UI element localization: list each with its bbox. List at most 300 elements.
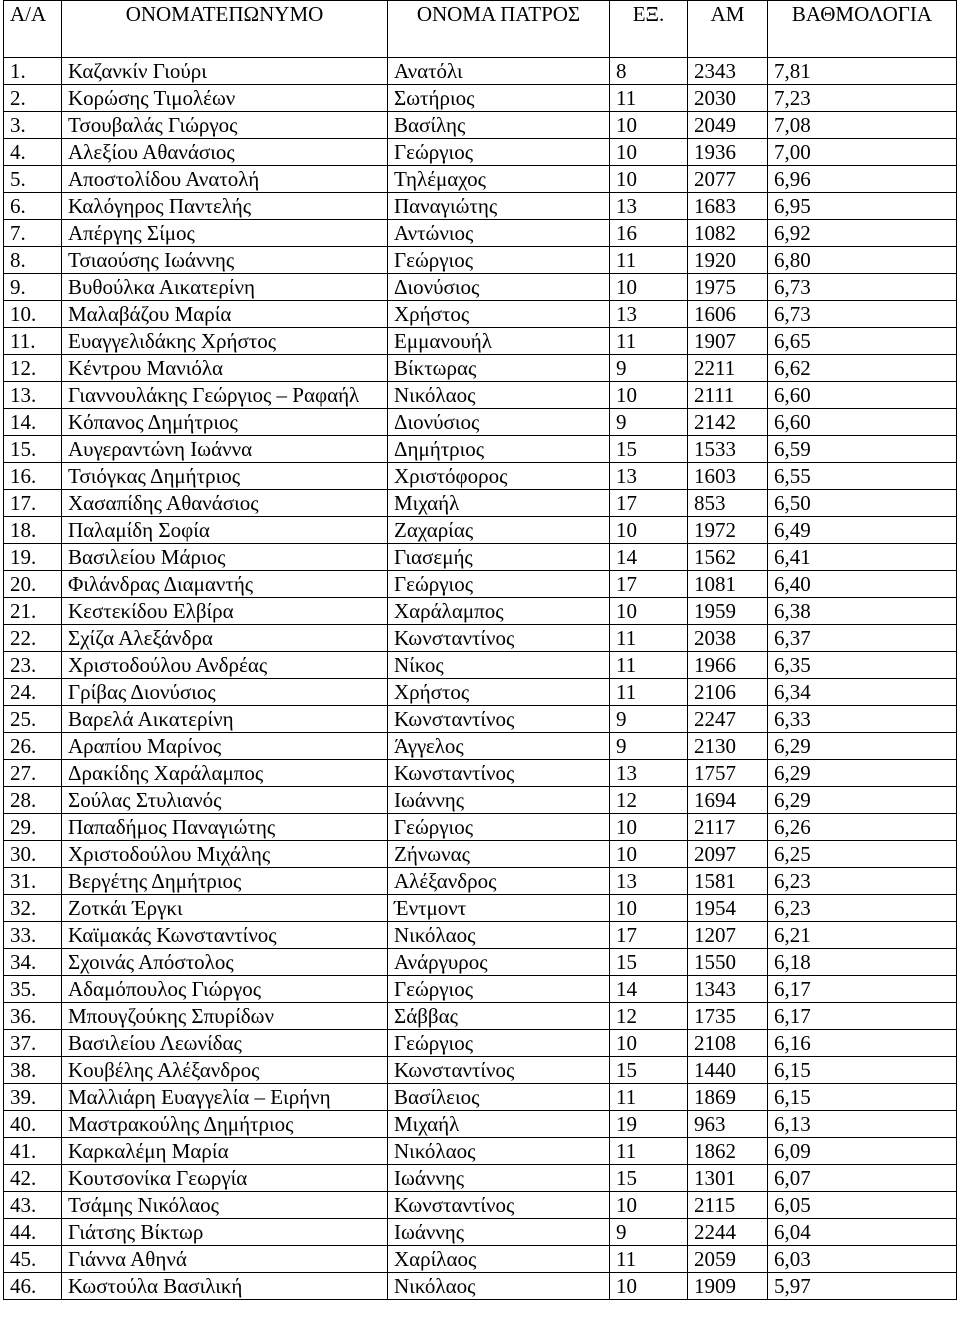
row-number: 24. [4,679,62,706]
student-name: Τσιαούσης Ιωάννης [62,247,388,274]
registration-number: 1862 [688,1138,768,1165]
registration-number: 1966 [688,652,768,679]
father-name: Κωνσταντίνος [388,1057,610,1084]
semester: 13 [610,301,688,328]
row-number: 3. [4,112,62,139]
grade: 6,73 [768,274,957,301]
row-number: 41. [4,1138,62,1165]
semester: 11 [610,85,688,112]
row-number: 20. [4,571,62,598]
student-name: Κωστούλα Βασιλική [62,1273,388,1300]
table-row [4,517,957,544]
registration-number: 1959 [688,598,768,625]
student-name: Γιαννουλάκης Γεώργιος – Ραφαήλ [62,382,388,409]
row-number: 9. [4,274,62,301]
row-number: 19. [4,544,62,571]
student-name: Τσάμης Νικόλαος [62,1192,388,1219]
registration-number: 1440 [688,1057,768,1084]
semester: 11 [610,679,688,706]
row-number: 18. [4,517,62,544]
table-row [4,787,957,814]
grade: 6,23 [768,868,957,895]
student-name: Κουτσονίκα Γεωργία [62,1165,388,1192]
semester: 11 [610,1246,688,1273]
semester: 15 [610,1057,688,1084]
registration-number: 2247 [688,706,768,733]
registration-number: 1207 [688,922,768,949]
table-row [4,625,957,652]
grade: 6,60 [768,409,957,436]
grade: 7,23 [768,85,957,112]
row-number: 46. [4,1273,62,1300]
row-number: 32. [4,895,62,922]
father-name: Ζαχαρίας [388,517,610,544]
table-row [4,1111,957,1138]
table-row [4,436,957,463]
registration-number: 2038 [688,625,768,652]
grade: 6,15 [768,1084,957,1111]
semester: 10 [610,1192,688,1219]
row-number: 37. [4,1030,62,1057]
row-number: 26. [4,733,62,760]
student-name: Παπαδήμος Παναγιώτης [62,814,388,841]
father-name: Αντώνιος [388,220,610,247]
grades-table [3,0,957,1300]
grade: 6,05 [768,1192,957,1219]
father-name: Σωτήριος [388,85,610,112]
header-grade: ΒΑΘΜΟΛΟΓΙΑ [768,1,957,58]
row-number: 33. [4,922,62,949]
semester: 8 [610,58,688,85]
row-number: 7. [4,220,62,247]
semester: 9 [610,409,688,436]
table-row [4,922,957,949]
grade: 6,37 [768,625,957,652]
table-row [4,976,957,1003]
registration-number: 2115 [688,1192,768,1219]
semester: 10 [610,274,688,301]
semester: 10 [610,841,688,868]
registration-number: 2244 [688,1219,768,1246]
grade: 7,08 [768,112,957,139]
student-name: Ευαγγελιδάκης Χρήστος [62,328,388,355]
semester: 14 [610,976,688,1003]
registration-number: 1343 [688,976,768,1003]
table-row [4,895,957,922]
semester: 15 [610,1165,688,1192]
registration-number: 1301 [688,1165,768,1192]
student-name: Καλόγηρος Παντελής [62,193,388,220]
row-number: 21. [4,598,62,625]
registration-number: 963 [688,1111,768,1138]
row-number: 2. [4,85,62,112]
row-number: 22. [4,625,62,652]
student-name: Σχοινάς Απόστολος [62,949,388,976]
student-name: Δρακίδης Χαράλαμπος [62,760,388,787]
father-name: Ανάργυρος [388,949,610,976]
row-number: 31. [4,868,62,895]
table-row [4,355,957,382]
father-name: Χαράλαμπος [388,598,610,625]
father-name: Γιασεμής [388,544,610,571]
table-row [4,247,957,274]
grade: 6,60 [768,382,957,409]
registration-number: 1909 [688,1273,768,1300]
student-name: Απέργης Σίμος [62,220,388,247]
father-name: Μιχαήλ [388,490,610,517]
semester: 10 [610,814,688,841]
student-name: Γρίβας Διονύσιος [62,679,388,706]
father-name: Εμμανουήλ [388,328,610,355]
father-name: Έντμοντ [388,895,610,922]
semester: 10 [610,139,688,166]
student-name: Χασαπίδης Αθανάσιος [62,490,388,517]
registration-number: 1082 [688,220,768,247]
student-name: Καρκαλέμη Μαρία [62,1138,388,1165]
registration-number: 1683 [688,193,768,220]
student-name: Βυθούλκα Αικατερίνη [62,274,388,301]
father-name: Διονύσιος [388,409,610,436]
father-name: Αλέξανδρος [388,868,610,895]
student-name: Βαρελά Αικατερίνη [62,706,388,733]
student-name: Χριστοδούλου Ανδρέας [62,652,388,679]
registration-number: 1603 [688,463,768,490]
father-name: Ζήνωνας [388,841,610,868]
grade: 6,80 [768,247,957,274]
grade: 6,65 [768,328,957,355]
row-number: 27. [4,760,62,787]
semester: 10 [610,895,688,922]
semester: 13 [610,193,688,220]
student-name: Γιάτσης Βίκτωρ [62,1219,388,1246]
registration-number: 2117 [688,814,768,841]
student-name: Κεστεκίδου Ελβίρα [62,598,388,625]
student-name: Μπουγζούκης Σπυρίδων [62,1003,388,1030]
registration-number: 2211 [688,355,768,382]
table-row [4,193,957,220]
table-row [4,814,957,841]
semester: 17 [610,571,688,598]
table-row [4,1003,957,1030]
semester: 11 [610,625,688,652]
registration-number: 2343 [688,58,768,85]
registration-number: 1735 [688,1003,768,1030]
grade: 6,09 [768,1138,957,1165]
grade: 6,18 [768,949,957,976]
student-name: Αλεξίου Αθανάσιος [62,139,388,166]
grade: 6,33 [768,706,957,733]
father-name: Βίκτωρας [388,355,610,382]
row-number: 1. [4,58,62,85]
row-number: 12. [4,355,62,382]
father-name: Βασίλειος [388,1084,610,1111]
table-row [4,949,957,976]
father-name: Παναγιώτης [388,193,610,220]
grade: 6,04 [768,1219,957,1246]
registration-number: 853 [688,490,768,517]
row-number: 30. [4,841,62,868]
registration-number: 1936 [688,139,768,166]
table-row [4,112,957,139]
semester: 11 [610,1084,688,1111]
row-number: 36. [4,1003,62,1030]
registration-number: 2030 [688,85,768,112]
table-row [4,1219,957,1246]
student-name: Βασιλείου Μάριος [62,544,388,571]
grade: 6,23 [768,895,957,922]
header-am: ΑΜ [688,1,768,58]
student-name: Αποστολίδου Ανατολή [62,166,388,193]
table-row [4,220,957,247]
student-name: Φιλάνδρας Διαμαντής [62,571,388,598]
father-name: Βασίλης [388,112,610,139]
grade: 6,96 [768,166,957,193]
row-number: 13. [4,382,62,409]
table-row [4,598,957,625]
table-row [4,490,957,517]
student-name: Αυγεραντώνη Ιωάννα [62,436,388,463]
father-name: Κωνσταντίνος [388,1192,610,1219]
row-number: 10. [4,301,62,328]
row-number: 38. [4,1057,62,1084]
semester: 15 [610,436,688,463]
row-number: 6. [4,193,62,220]
row-number: 16. [4,463,62,490]
father-name: Γεώργιος [388,976,610,1003]
father-name: Κωνσταντίνος [388,706,610,733]
father-name: Γεώργιος [388,247,610,274]
grade: 6,07 [768,1165,957,1192]
student-name: Τσουβαλάς Γιώργος [62,112,388,139]
registration-number: 1562 [688,544,768,571]
semester: 9 [610,1219,688,1246]
row-number: 15. [4,436,62,463]
table-row [4,1057,957,1084]
grade: 6,13 [768,1111,957,1138]
father-name: Νίκος [388,652,610,679]
semester: 16 [610,220,688,247]
father-name: Άγγελος [388,733,610,760]
semester: 10 [610,382,688,409]
grade: 5,97 [768,1273,957,1300]
table-row [4,301,957,328]
grade: 6,73 [768,301,957,328]
table-row [4,328,957,355]
table-row [4,841,957,868]
father-name: Μιχαήλ [388,1111,610,1138]
table-row [4,1192,957,1219]
grade: 6,17 [768,976,957,1003]
father-name: Νικόλαος [388,382,610,409]
registration-number: 1694 [688,787,768,814]
semester: 10 [610,112,688,139]
student-name: Παλαμίδη Σοφία [62,517,388,544]
table-row [4,382,957,409]
table-row [4,463,957,490]
semester: 13 [610,463,688,490]
table-row [4,1246,957,1273]
grade: 6,95 [768,193,957,220]
header-father: ΟΝΟΜΑ ΠΑΤΡΟΣ [388,1,610,58]
registration-number: 1606 [688,301,768,328]
semester: 9 [610,355,688,382]
semester: 10 [610,598,688,625]
student-name: Γιάννα Αθηνά [62,1246,388,1273]
registration-number: 1533 [688,436,768,463]
father-name: Τηλέμαχος [388,166,610,193]
grade: 6,62 [768,355,957,382]
table-row [4,409,957,436]
row-number: 45. [4,1246,62,1273]
student-name: Μαστρακούλης Δημήτριος [62,1111,388,1138]
header-row [4,1,957,58]
registration-number: 1907 [688,328,768,355]
registration-number: 2142 [688,409,768,436]
grade: 6,29 [768,787,957,814]
semester: 17 [610,922,688,949]
father-name: Νικόλαος [388,922,610,949]
student-name: Βεργέτης Δημήτριος [62,868,388,895]
semester: 11 [610,652,688,679]
row-number: 17. [4,490,62,517]
grade: 7,81 [768,58,957,85]
father-name: Γεώργιος [388,139,610,166]
row-number: 42. [4,1165,62,1192]
grade: 6,38 [768,598,957,625]
father-name: Γεώργιος [388,814,610,841]
father-name: Ιωάννης [388,1219,610,1246]
row-number: 28. [4,787,62,814]
registration-number: 2106 [688,679,768,706]
registration-number: 1757 [688,760,768,787]
semester: 12 [610,1003,688,1030]
semester: 9 [610,733,688,760]
table-row [4,571,957,598]
student-name: Ζοτκάι Έργκι [62,895,388,922]
registration-number: 1972 [688,517,768,544]
table-row [4,1165,957,1192]
table-row [4,679,957,706]
grade: 6,59 [768,436,957,463]
father-name: Χρήστος [388,679,610,706]
student-name: Αδαμόπουλος Γιώργος [62,976,388,1003]
student-name: Κουβέλης Αλέξανδρος [62,1057,388,1084]
table-row [4,139,957,166]
row-number: 8. [4,247,62,274]
father-name: Χαρίλαος [388,1246,610,1273]
table-row [4,706,957,733]
table-row [4,1084,957,1111]
father-name: Γεώργιος [388,1030,610,1057]
row-number: 11. [4,328,62,355]
grade: 6,41 [768,544,957,571]
father-name: Ιωάννης [388,1165,610,1192]
father-name: Γεώργιος [388,571,610,598]
row-number: 25. [4,706,62,733]
semester: 11 [610,328,688,355]
registration-number: 2097 [688,841,768,868]
table-row [4,1030,957,1057]
semester: 13 [610,868,688,895]
header-aa: Α/Α [4,1,62,58]
registration-number: 1081 [688,571,768,598]
row-number: 34. [4,949,62,976]
registration-number: 1975 [688,274,768,301]
semester: 11 [610,1138,688,1165]
registration-number: 1550 [688,949,768,976]
registration-number: 2077 [688,166,768,193]
grade: 6,17 [768,1003,957,1030]
semester: 10 [610,517,688,544]
student-name: Αραπίου Μαρίνος [62,733,388,760]
grade: 6,92 [768,220,957,247]
row-number: 39. [4,1084,62,1111]
grade: 6,25 [768,841,957,868]
father-name: Κωνσταντίνος [388,760,610,787]
student-name: Καϊμακάς Κωνσταντίνος [62,922,388,949]
grade: 6,40 [768,571,957,598]
student-name: Κόπανος Δημήτριος [62,409,388,436]
row-number: 44. [4,1219,62,1246]
registration-number: 1954 [688,895,768,922]
grade: 6,29 [768,733,957,760]
table-row [4,733,957,760]
semester: 11 [610,247,688,274]
grade: 6,34 [768,679,957,706]
table-row [4,85,957,112]
father-name: Χριστόφορος [388,463,610,490]
student-name: Κέντρου Μανιόλα [62,355,388,382]
row-number: 4. [4,139,62,166]
header-name: ΟΝΟΜΑΤΕΠΩΝΥΜΟ [62,1,388,58]
father-name: Σάββας [388,1003,610,1030]
semester: 17 [610,490,688,517]
father-name: Δημήτριος [388,436,610,463]
father-name: Ιωάννης [388,787,610,814]
table-row [4,868,957,895]
father-name: Διονύσιος [388,274,610,301]
semester: 19 [610,1111,688,1138]
student-name: Σούλας Στυλιανός [62,787,388,814]
semester: 13 [610,760,688,787]
semester: 14 [610,544,688,571]
student-name: Κορώσης Τιμολέων [62,85,388,112]
student-name: Μαλαβάζου Μαρία [62,301,388,328]
table-row [4,1273,957,1300]
table-row [4,58,957,85]
table-row [4,1138,957,1165]
registration-number: 2130 [688,733,768,760]
semester: 10 [610,166,688,193]
grade: 6,35 [768,652,957,679]
grade: 6,16 [768,1030,957,1057]
registration-number: 2108 [688,1030,768,1057]
semester: 9 [610,706,688,733]
row-number: 14. [4,409,62,436]
grade: 6,03 [768,1246,957,1273]
student-name: Σχίζα Αλεξάνδρα [62,625,388,652]
registration-number: 2111 [688,382,768,409]
table-row [4,760,957,787]
grade: 6,50 [768,490,957,517]
father-name: Κωνσταντίνος [388,625,610,652]
row-number: 5. [4,166,62,193]
table-row [4,166,957,193]
student-name: Τσιόγκας Δημήτριος [62,463,388,490]
father-name: Νικόλαος [388,1138,610,1165]
grade: 6,15 [768,1057,957,1084]
semester: 12 [610,787,688,814]
